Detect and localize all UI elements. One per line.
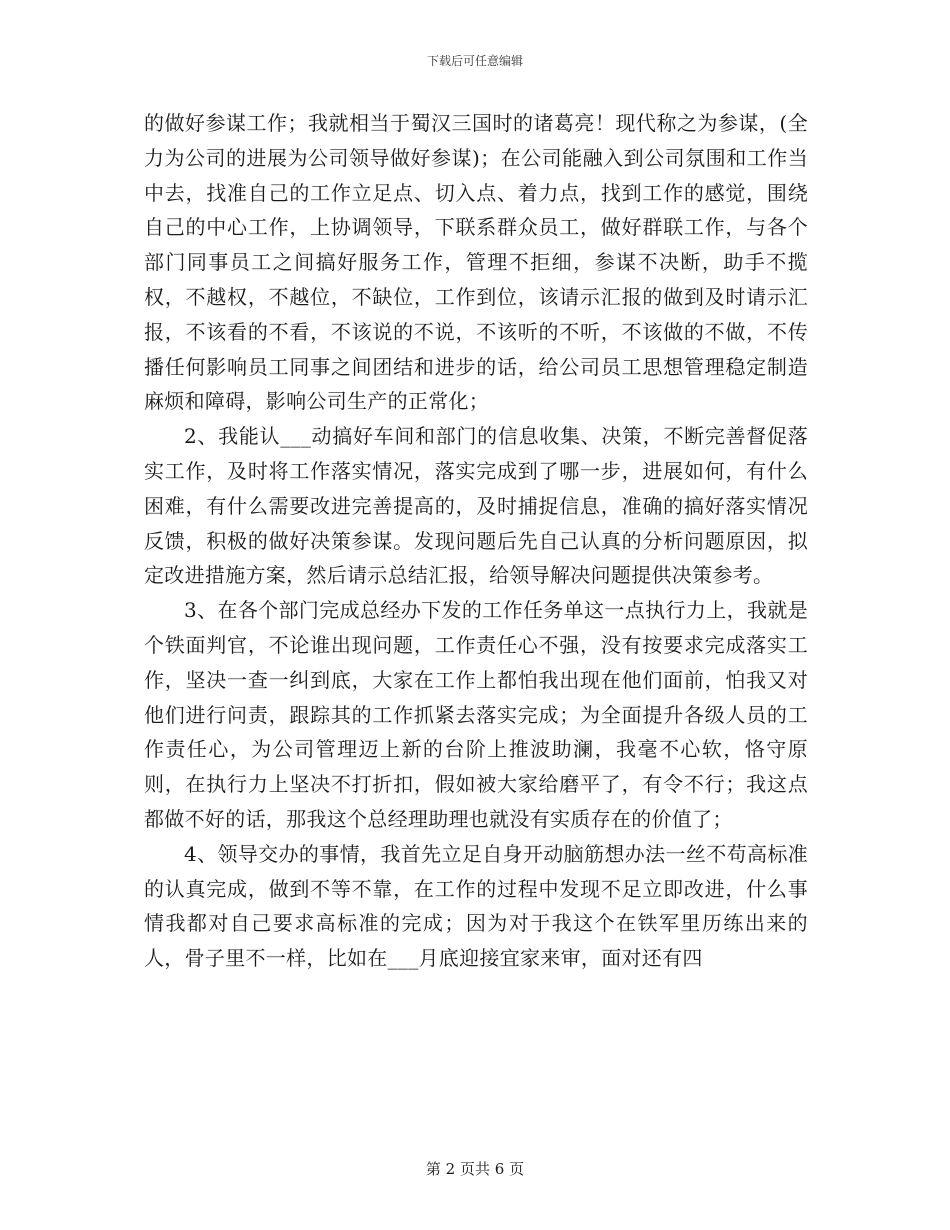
paragraph-2: 2、我能认___动搞好车间和部门的信息收集、决策，不断完善督促落实工作，及时将工作落实情况，落实完成到了哪一步，进展如何，有什么困难，有什么需要改进完善提高的，及时捕捉信息，准确的搞好落实情况反馈，积极的做好决策参谋。发现问题后先自己认真的分析问题原因，拟定改进措施方案，然后请示总结汇报，给领导解决问题提供决策参考。 [144, 424, 808, 588]
page-number: 第 2 页共 6 页 [425, 1160, 525, 1178]
paragraph-1: 的做好参谋工作；我就相当于蜀汉三国时的诸葛亮！现代称之为参谋，(全力为公司的进展为公司领导做好参谋)；在公司能融入到公司氛围和工作当中去，找准自己的工作立足点、切入点、着力点，找到工作的感觉，围绕自己的中心工作，上协调领导，下联系群众员工，做好群联工作，与各个部门同事员工之间搞好服务工作，管理不拒细，参谋不决断，助手不揽权，不越权，不越位，不缺位，工作到位，该请示汇报的做到及时请示汇报，不该看的不看，不该说的不说，不该听的不听，不该做的不做，不传播任何影响员工同事之间团结和进步的话，给公司员工思想管理稳定制造麻烦和障碍，影响公司生产的正常化； [144, 111, 808, 414]
paragraph-4: 4、领导交办的事情，我首先立足自身开动脑筋想办法一丝不苟高标准的认真完成，做到不等不靠，在工作的过程中发现不足立即改进，什么事情我都对自己要求高标准的完成；因为对于我这个在铁军里历练出来的人，骨子里不一样，比如在___月底迎接宜家来审，面对还有四 [144, 841, 808, 971]
document-body [144, 106, 808, 976]
paragraph-3: 3、在各个部门完成总经办下发的工作任务单这一点执行力上，我就是个铁面判官，不论谁出现问题，工作责任心不强，没有按要求完成落实工作，坚决一查一纠到底，大家在工作上都怕我出现在他们面前，怕我又对他们进行问责，跟踪其的工作抓紧去落实完成；为全面提升各级人员的工作责任心，为公司管理迈上新的台阶上推波助澜，我毫不心软，恪守原则，在执行力上坚决不打折扣，假如被大家给磨平了，有令不行；我这点都做不好的话，那我这个总经理助理也就没有实质存在的价值了； [144, 598, 808, 831]
page-header: 下载后可任意编辑 [426, 54, 523, 68]
